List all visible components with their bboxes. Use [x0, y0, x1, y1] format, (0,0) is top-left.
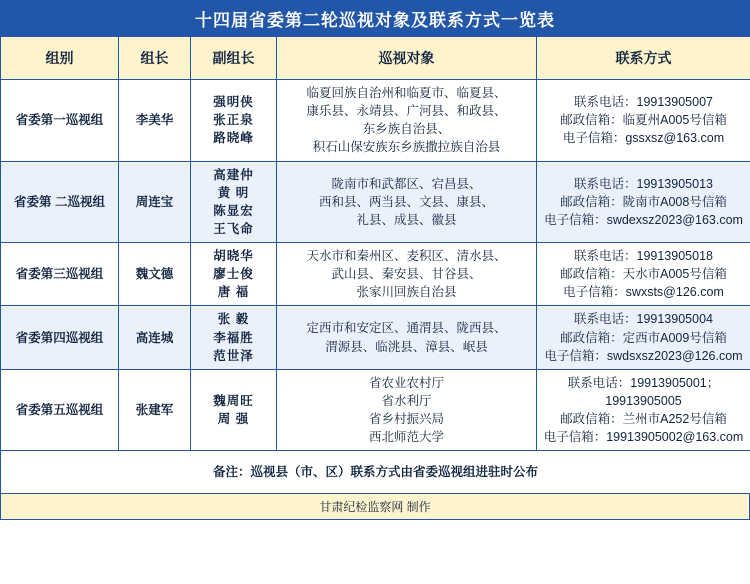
leader-name: 李美华 [119, 80, 191, 162]
group-name: 省委第 二巡视组 [1, 161, 119, 243]
table-body [1, 80, 750, 494]
target-line: 武山县、秦安县、甘谷县、 [331, 267, 482, 282]
deputy-line: 王飞命 [213, 221, 254, 236]
contact-phone: 联系电话：19913905013 [574, 176, 713, 191]
contact-mailbox: 邮政信箱：陇南市A008号信箱 [560, 194, 727, 209]
table-row [1, 243, 750, 306]
target-line: 省水利厅 [381, 393, 432, 408]
footer-bar [0, 494, 750, 520]
target-line: 省农业农村厅 [368, 375, 444, 390]
inspection-targets [277, 161, 537, 243]
contact-email: 电子信箱：swdsxsz2023@126.com [544, 348, 743, 363]
target-line: 省乡村振兴局 [368, 412, 444, 426]
column-header-deputy: 副组长 [191, 37, 277, 80]
deputy-names [191, 306, 277, 369]
contact-phone: 联系电话：19913905004 [574, 312, 713, 327]
contact-email: 电子信箱：swdexsz2023@163.com [544, 212, 743, 227]
document-title-bar [0, 0, 750, 36]
deputy-line: 范世泽 [213, 348, 254, 363]
deputy-line: 强明侠 [213, 95, 254, 110]
deputy-line: 胡晓华 [213, 249, 254, 263]
inspection-targets [277, 369, 537, 451]
contact-phone: 联系电话：19913905001；19913905005 [567, 375, 720, 408]
deputy-line: 黄 明 [217, 185, 250, 200]
target-line: 东乡族自治县、 [362, 122, 451, 137]
footer-credit: 甘肃纪检监察网 制作 [319, 500, 431, 515]
deputy-line: 廖士俊 [213, 267, 254, 282]
group-name: 省委第三巡视组 [1, 243, 119, 306]
deputy-line: 周 强 [217, 412, 250, 426]
contact-phone: 联系电话：19913905007 [574, 95, 713, 110]
deputy-line: 路晓峰 [213, 131, 254, 146]
deputy-line: 唐 福 [217, 285, 250, 300]
target-line: 定西市和安定区、通渭县、陇西县、 [306, 321, 507, 336]
target-line: 临夏回族自治州和临夏市、临夏县、 [306, 86, 507, 100]
table-note: 备注：巡视县（市、区）联系方式由省委巡视组进驻时公布 [1, 451, 750, 494]
deputy-names [191, 243, 277, 306]
contact-mailbox: 邮政信箱：临夏州A005号信箱 [560, 113, 727, 128]
table-row [1, 306, 750, 369]
group-name: 省委第五巡视组 [1, 369, 119, 451]
inspection-targets [277, 306, 537, 369]
target-line: 礼县、成县、徽县 [356, 212, 457, 227]
deputy-names [191, 80, 277, 162]
group-name: 省委第四巡视组 [1, 306, 119, 369]
inspection-table [0, 36, 750, 494]
deputy-names [191, 161, 277, 243]
column-header-contact: 联系方式 [537, 37, 750, 80]
target-line: 渭源县、临洮县、漳县、岷县 [325, 339, 488, 354]
contact-email: 电子信箱：swxsts@126.com [563, 285, 724, 300]
leader-name: 周连宝 [119, 161, 191, 243]
table-row [1, 161, 750, 243]
contact-mailbox: 邮政信箱：兰州市A252号信箱 [560, 412, 727, 426]
contact-info [537, 306, 750, 369]
group-name: 省委第一巡视组 [1, 80, 119, 162]
deputy-names [191, 369, 277, 451]
page-title: 十四届省委第二轮巡视对象及联系方式一览表 [195, 10, 555, 30]
contact-mailbox: 邮政信箱：定西市A009号信箱 [560, 330, 727, 345]
deputy-line: 李福胜 [213, 330, 254, 345]
contact-info [537, 369, 750, 451]
leader-name: 高连城 [119, 306, 191, 369]
deputy-line: 张正泉 [213, 113, 254, 128]
note-row [1, 451, 750, 494]
target-line: 西北师范大学 [368, 430, 444, 445]
contact-email: 电子信箱：gssxsz@163.com [562, 131, 725, 146]
inspection-targets [277, 80, 537, 162]
contact-email: 电子信箱：19913905002@163.com [543, 430, 744, 445]
table-row [1, 369, 750, 451]
deputy-line: 张 毅 [217, 312, 250, 327]
target-line: 康乐县、永靖县、广河县、和政县、 [306, 104, 507, 119]
target-line: 天水市和秦州区、麦积区、清水县、 [306, 249, 507, 263]
contact-info [537, 243, 750, 306]
leader-name: 魏文德 [119, 243, 191, 306]
contact-info [537, 161, 750, 243]
contact-mailbox: 邮政信箱：天水市A005号信箱 [560, 267, 727, 282]
leader-name: 张建军 [119, 369, 191, 451]
deputy-line: 魏周旺 [213, 393, 254, 408]
table-row [1, 80, 750, 162]
contact-phone: 联系电话：19913905018 [574, 249, 713, 263]
column-header-targets: 巡视对象 [277, 37, 537, 80]
target-line: 张家川回族自治县 [356, 285, 457, 300]
target-line: 西和县、两当县、文县、康县、 [318, 194, 494, 209]
column-header-group: 组别 [1, 37, 119, 80]
target-line: 陇南市和武都区、宕昌县、 [331, 176, 482, 191]
column-header-leader: 组长 [119, 37, 191, 80]
inspection-targets [277, 243, 537, 306]
table-header [1, 37, 750, 80]
target-line: 积石山保安族东乡族撒拉族自治县 [312, 140, 501, 155]
table-header-row [1, 37, 750, 80]
deputy-line: 高建仲 [213, 167, 254, 182]
deputy-line: 陈显宏 [213, 203, 254, 218]
contact-info [537, 80, 750, 162]
